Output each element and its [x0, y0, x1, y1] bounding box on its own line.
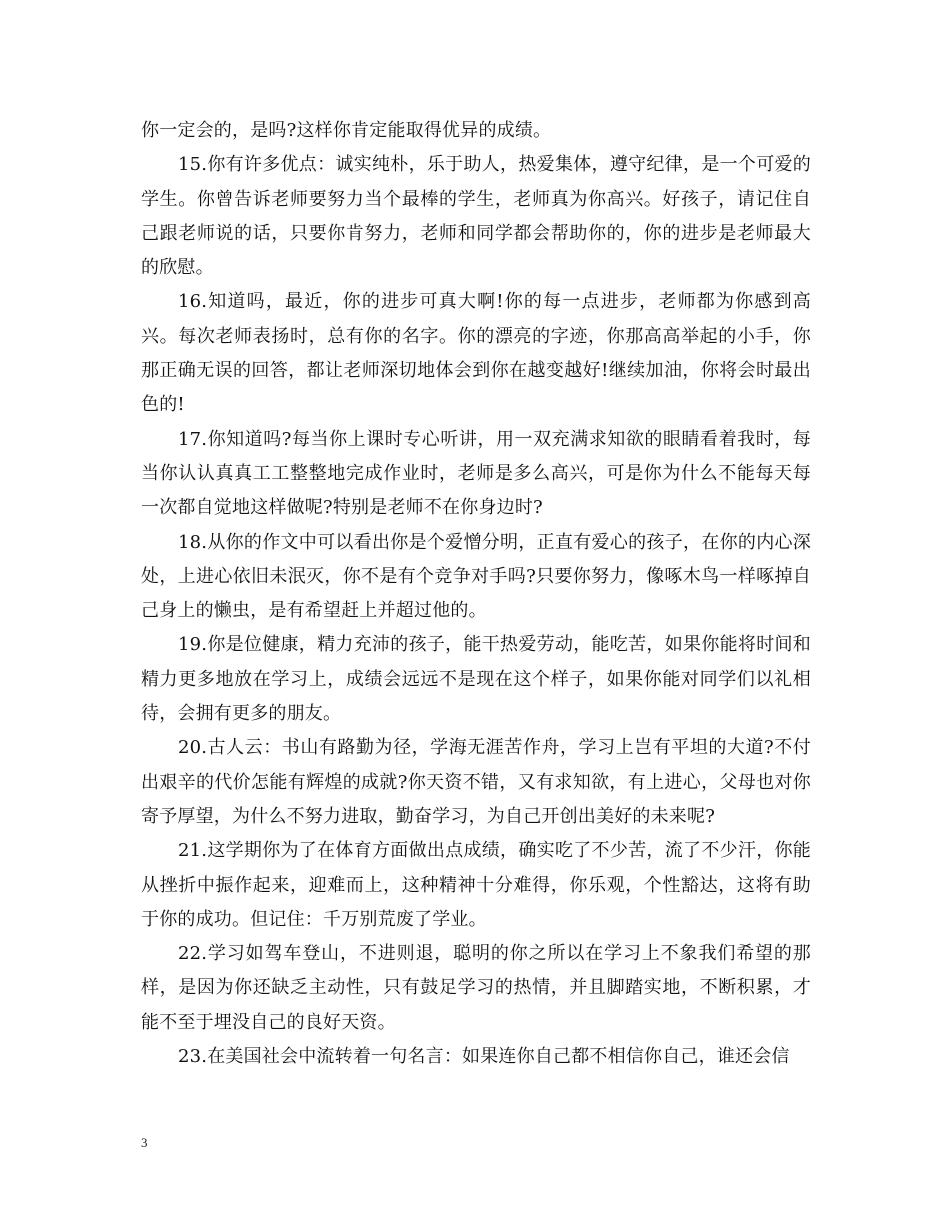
paragraph-item-23: 23.在美国社会中流转着一句名言：如果连你自己都不相信你自己，谁还会信: [178, 1046, 790, 1068]
paragraph-item-20: 20.古人云：书山有路勤为径，学海无涯苦作舟，学习上岂有平坦的大道?不付出艰辛的代价怎能有辉煌的成就?你天资不错，又有求知欲，有上进心，父母也对你寄予厚望，为什么不努力进取，勤奋学习，为自己开创出美好的未来呢?: [141, 737, 811, 827]
paragraph-item-15: 15.你有许多优点：诚实纯朴，乐于助人，热爱集体，遵守纪律，是一个可爱的学生。你曾告诉老师要努力当个最棒的学生，老师真为你高兴。好孩子，请记住自己跟老师说的话，只要你肯努力，老师和同学都会帮助你的，你的进步是老师最大的欣慰。: [141, 154, 811, 279]
paragraph-item-18: 18.从你的作文中可以看出你是个爱憎分明，正直有爱心的孩子，在你的内心深处，上进心依旧未泯灭，你不是有个竞争对手吗?只要你努力，像啄木鸟一样啄掉自己身上的懒虫，是有希望赶上并超过他的。: [141, 531, 811, 622]
paragraph-item-19: 19.你是位健康，精力充沛的孩子，能干热爱劳动，能吃苦，如果你能将时间和精力更多地放在学习上，成绩会远远不是现在这个样子，如果你能对同学们以礼相待，会拥有更多的朋友。: [141, 634, 811, 725]
page-number: 3: [141, 1135, 148, 1150]
paragraph-continuation: 你一定会的，是吗?这样你肯定能取得优异的成绩。: [141, 120, 552, 141]
paragraph-item-16: 16.知道吗，最近，你的进步可真大啊!你的每一点进步，老师都为你感到高兴。每次老师表扬时，总有你的名字。你的漂亮的字迹，你那高高举起的小手，你那正确无误的回答，都让老师深切地体会到你在越变越好!继续加油，你将会时最出色的!: [141, 291, 811, 416]
paragraph-item-17: 17.你知道吗?每当你上课时专心听讲，用一双充满求知欲的眼睛看着我时，每当你认认真真工工整整地完成作业时，老师是多么高兴，可是你为什么不能每天每一次都自觉地这样做呢?特别是老师不在你身边时?: [141, 428, 811, 519]
paragraph-item-21: 21.这学期你为了在体育方面做出点成绩，确实吃了不少苦，流了不少汗，你能从挫折中振作起来，迎难而上，这种精神十分难得，你乐观，个性豁达，这将有助于你的成功。但记住：千万别荒废了学业。: [141, 840, 811, 930]
page-body: [141, 114, 811, 1074]
paragraph-item-22: 22.学习如驾车登山，不进则退，聪明的你之所以在学习上不象我们希望的那样，是因为你还缺乏主动性，只有鼓足学习的热情，并且脚踏实地，不断积累，才能不至于埋没自己的良好天资。: [141, 943, 811, 1033]
